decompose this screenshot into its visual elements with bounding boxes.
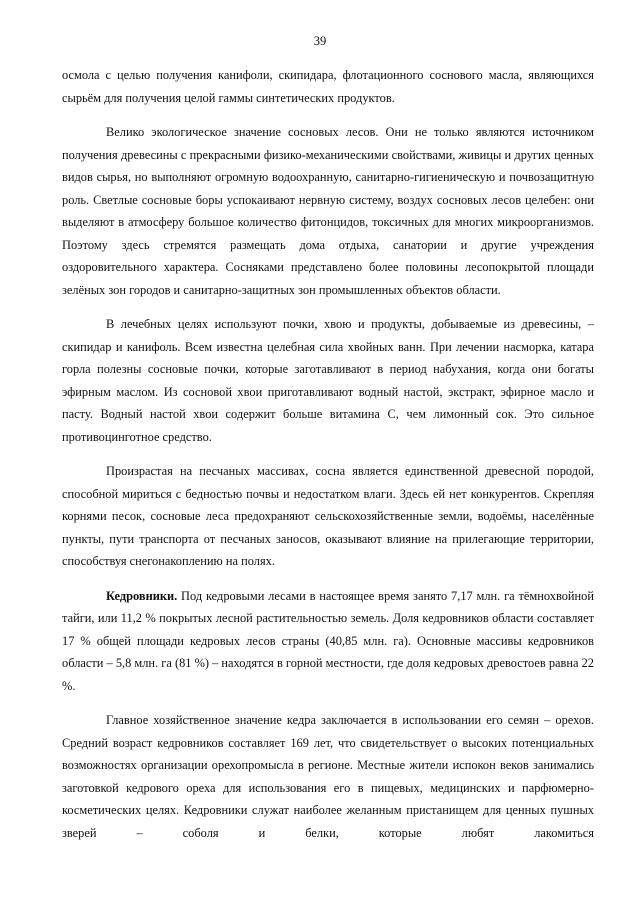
page-content (62, 64, 594, 840)
page-number: 39 (313, 34, 327, 48)
paragraph-cedar-forests (62, 585, 594, 698)
paragraph-medicine: В лечебных целях используют почки, хвою и продукты, добываемые из древесины, – скипидар и канифоль. Всем известна целебная сила хвойных ванн. При лечении насморка, катара горла полезны сосновые почки, которые заготавливают в период набухания, когда они богаты эфирным маслом. Из сосновой хвои приготавливают водный настой, экстракт, эфирное масло и пасту. Водный настой хвои содержит больше витамина С, чем лимонный сок. Это сильное противоцинготное средство. (62, 317, 594, 444)
cedar-forests-heading: Кедровники. (106, 588, 178, 603)
paragraph-ecology: Велико экологическое значение сосновых лесов. Они не только являются источником получения древесины с прекрасными физико-механическими свойствами, живицы и других ценных видов сырья, но выполняют огромную водоохранную, санитарно-гигиеническую и почвозащитную роль. Светлые сосновые боры успокаивают нервную систему, воздух сосновых лесов целебен: они выделяют в атмосферу большое количество фитонцидов, токсичных для многих микроорганизмов. Поэтому здесь стремятся размещать дома отдыха, санатории и другие учреждения оздоровительного характера. Сосняками представлено более половины лесопокрытой площади зелёных зон городов и санитарно-защитных зон промышленных объектов области. (62, 125, 594, 297)
paragraph-cedar-nuts: Главное хозяйственное значение кедра заключается в использовании его семян – орехов. Средний возраст кедровников составляет 169 лет, что свидетельствует о высоких потенциальных возможностях организации орехопромысла в регионе. Местные жители испокон веков занимались заготовкой кедрового ореха для использования его в пищевых, медицинских и парфюмерно-косметических целях. Кедровники служат наиболее желанным пристанищем для ценных пушных зверей – соболя и белки, которые любят лакомиться (62, 713, 594, 840)
paragraph-continuation: осмола с целью получения канифоли, скипидара, флотационного соснового масла, являющихся сырьём для получения целой гаммы синтетических продуктов. (62, 68, 594, 105)
cedar-forests-text: Под кедровыми лесами в настоящее время занято 7,17 млн. га тёмнохвойной тайги, или 11,2 % покрытых лесной растительностью земель. Доля кедровников области составляет 17 % общей площади кедровых лесов страны (40,85 млн. га). Основные массивы кедровников области – 5,8 млн. га (81 %) – находятся в горной местности, где доля кедровых древостоев равна 22 %. (62, 588, 594, 693)
paragraph-sands: Произрастая на песчаных массивах, сосна является единственной древесной породой, способной мириться с бедностью почвы и недостатком влаги. Здесь ей нет конкурентов. Скрепляя корнями песок, сосновые леса предохраняют сельскохозяйственные земли, водоёмы, населённые пункты, пути транспорта от песчаных заносов, оказывают влияние на прилегающие территории, способствуя снегонакоплению на полях. (62, 464, 594, 568)
